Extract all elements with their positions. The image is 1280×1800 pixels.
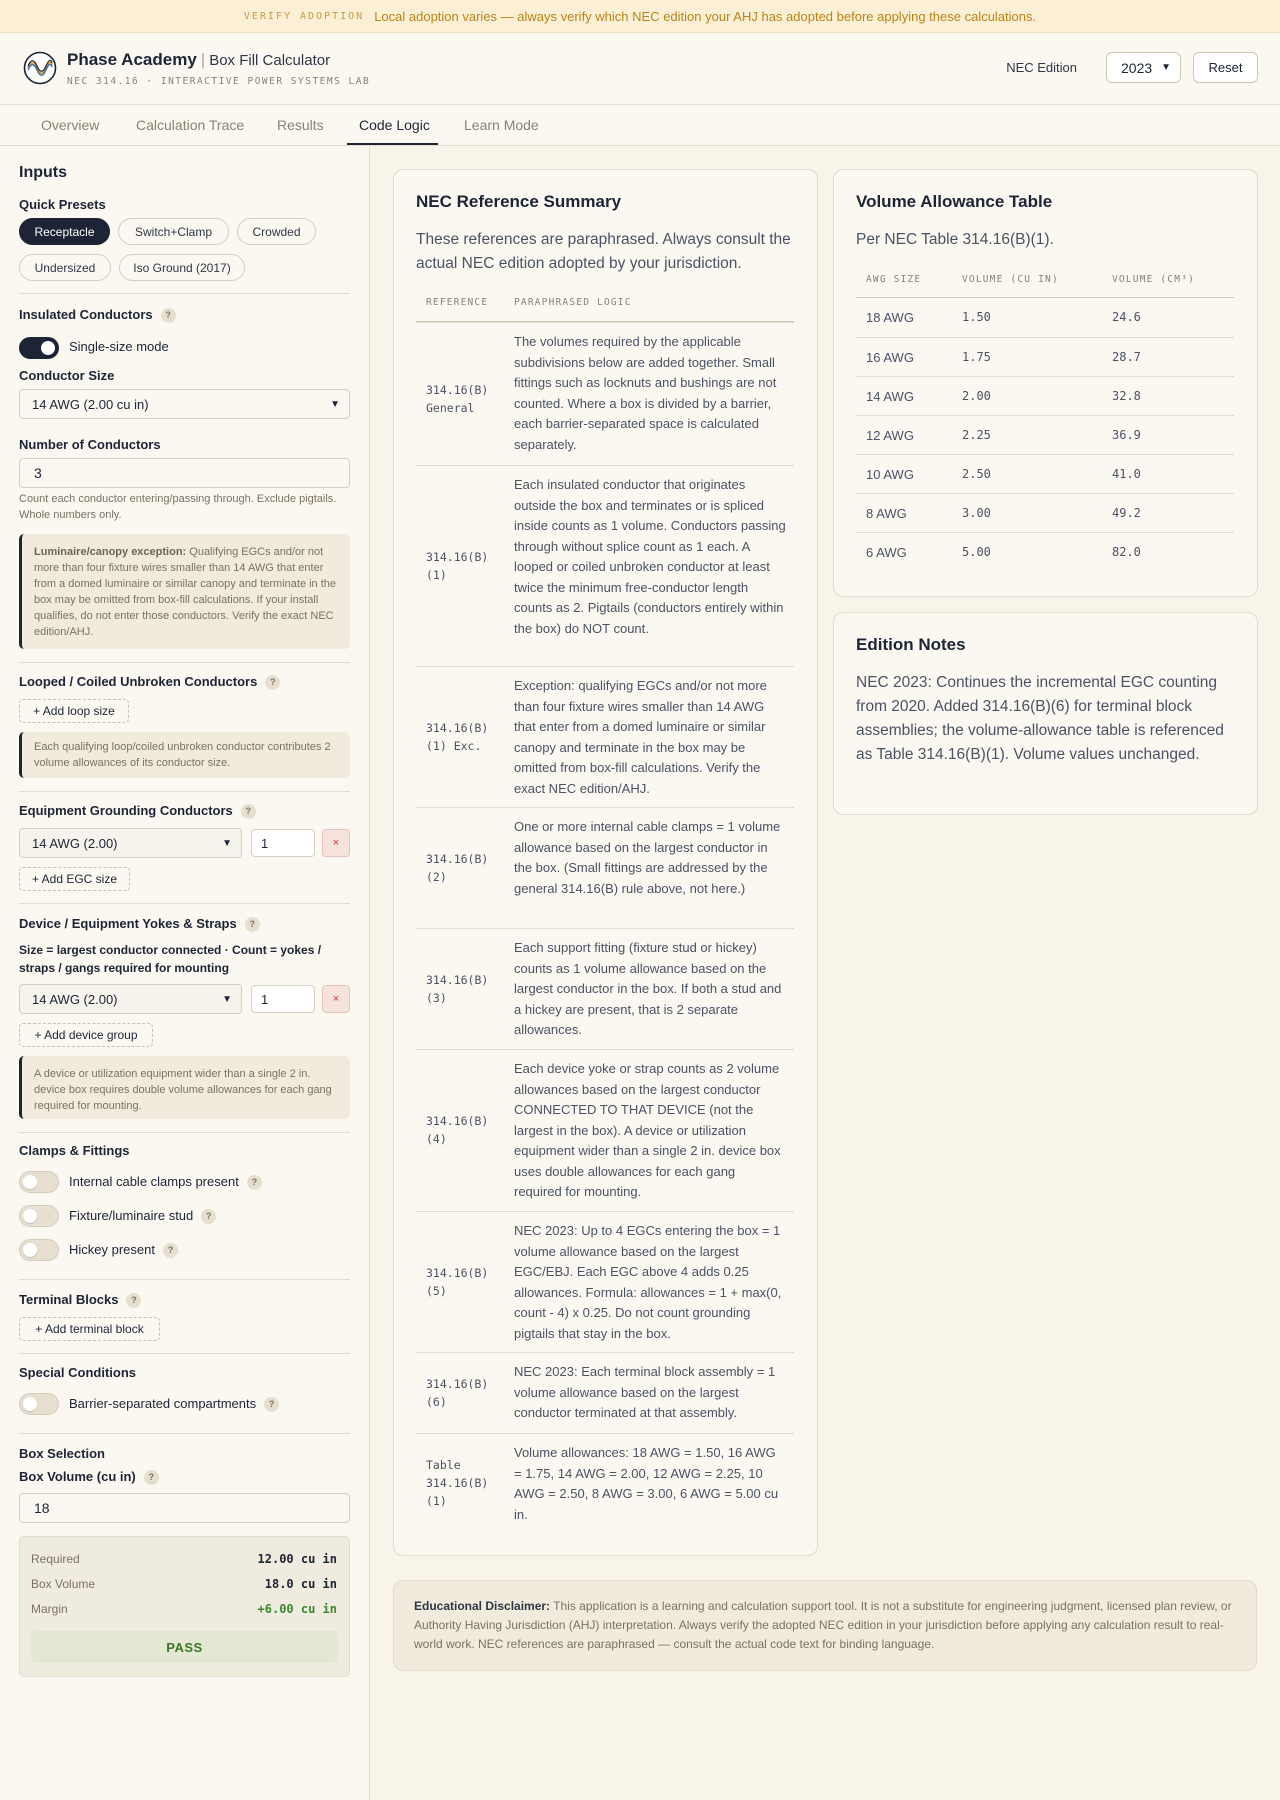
box-volume-label: Box Volume (cu in) ?: [19, 1469, 159, 1485]
edition-notes-card: [833, 612, 1258, 815]
help-icon[interactable]: ?: [245, 917, 260, 932]
box-volume-input[interactable]: 18: [19, 1493, 350, 1523]
table-row: [416, 465, 794, 666]
num-conductors-label: Number of Conductors: [19, 437, 161, 452]
inputs-sidebar: [0, 146, 370, 1800]
help-icon[interactable]: ?: [126, 1293, 141, 1308]
table-row: [416, 1049, 794, 1211]
device-size-value: 14 AWG (2.00): [32, 991, 118, 1007]
ref-code: 314.16(B) (6): [426, 1377, 489, 1409]
verify-adoption-banner: [0, 0, 1280, 33]
app-name: Phase Academy: [67, 50, 197, 69]
section-divider: [19, 1353, 350, 1354]
chevron-down-icon: ▼: [330, 399, 340, 410]
status-badge: PASS: [31, 1631, 338, 1663]
section-divider: [19, 903, 350, 904]
add-loop-size-button[interactable]: + Add loop size: [19, 699, 129, 723]
chevron-down-icon: ▼: [222, 838, 232, 849]
table-row: 10 AWG 2.50 41.0: [856, 454, 1234, 493]
cable-clamps-toggle[interactable]: [19, 1171, 59, 1193]
nec-reference-card: [393, 169, 818, 1556]
section-divider: [19, 293, 350, 294]
add-device-group-button[interactable]: + Add device group: [19, 1023, 153, 1047]
chevron-down-icon: ▼: [1161, 62, 1171, 73]
ref-text: One or more internal cable clamps = 1 volume allowance based on the largest conductor in the box. (Small fittings are addressed by the general 314.16(B) rule above, not here.): [514, 819, 781, 896]
device-count-input[interactable]: 1: [251, 985, 315, 1013]
volume-table-desc: Per NEC Table 314.16(B)(1).: [856, 231, 1054, 248]
preset-undersized[interactable]: Undersized: [19, 254, 111, 281]
luminaire-exception-note: Luminaire/canopy exception: Qualifying EGCs and/or not more than four fixture wires smaller than 14 AWG that enter from a domed luminaire or similar canopy and terminate in the box may be omitted from box-fill calculations. If your install qualifies, do not enter those conductors. Verify the exact NEC edition/AHJ.: [19, 534, 350, 649]
edition-select[interactable]: [1106, 52, 1181, 83]
preset-crowded[interactable]: Crowded: [237, 218, 316, 245]
insulated-conductors-label: Insulated Conductors ?: [19, 307, 176, 323]
conductor-size-select[interactable]: [19, 389, 350, 419]
ref-code: 314.16(B) (1): [426, 550, 489, 582]
section-divider: [19, 1433, 350, 1434]
section-divider: [19, 1132, 350, 1133]
section-divider: [19, 791, 350, 792]
table-row: 18 AWG 1.50 24.6: [866, 310, 1141, 325]
table-row: [416, 1352, 794, 1433]
help-icon[interactable]: ?: [241, 804, 256, 819]
looped-conductors-note: Each qualifying loop/coiled unbroken conductor contributes 2 volume allowances of its conductor size.: [19, 732, 350, 778]
app-title: [67, 50, 330, 70]
edition-label: NEC Edition: [1006, 60, 1077, 75]
help-icon[interactable]: ?: [161, 308, 176, 323]
ref-text: The volumes required by the applicable subdivisions below are added together. Small fittings such as locknuts and bushings are not counted. Where a box is divided by a barrier, each barrier-separated space is calculated separately.: [514, 334, 777, 452]
edition-value: 2023: [1121, 59, 1153, 76]
table-row: 8 AWG 3.00 49.2: [856, 493, 1234, 532]
looped-conductors-label: Looped / Coiled Unbroken Conductors ?: [19, 674, 280, 690]
hickey-label: Hickey present ?: [69, 1242, 178, 1258]
section-divider: [19, 1279, 350, 1280]
reset-button[interactable]: Reset: [1193, 52, 1258, 83]
section-divider: [19, 662, 350, 663]
egc-count-input[interactable]: 1: [251, 829, 315, 857]
banner-tag: VERIFY ADOPTION: [243, 10, 365, 22]
edition-notes-text: NEC 2023: Continues the incremental EGC counting from 2020. Added 314.16(B)(6) for terminal block assemblies; the volume-allowance table is referenced as Table 314.16(B)(1). Volume values unchanged.: [856, 674, 1224, 763]
device-yokes-sublabel: Size = largest conductor connected · Count = yokes / straps / gangs required for mounting: [19, 943, 322, 975]
add-egc-size-button[interactable]: + Add EGC size: [19, 867, 130, 891]
barrier-label: Barrier-separated compartments ?: [69, 1396, 279, 1412]
table-row: [416, 322, 794, 465]
col-logic: PARAPHRASED LOGIC: [514, 297, 632, 308]
preset-iso-ground[interactable]: Iso Ground (2017): [119, 254, 245, 281]
help-icon[interactable]: ?: [265, 675, 280, 690]
num-conductors-hint: Count each conductor entering/passing through. Exclude pigtails. Whole numbers only.: [19, 493, 337, 521]
conductor-size-label: Conductor Size: [19, 368, 115, 383]
volume-table-title: Volume Allowance Table: [856, 192, 1053, 211]
table-row: [416, 1433, 794, 1533]
title-separator: |: [200, 50, 206, 69]
device-width-note: A device or utilization equipment wider than a single 2 in. device box requires double volume allowances for each gang required for mounting.: [19, 1056, 350, 1119]
clamps-fittings-label: Clamps & Fittings: [19, 1143, 130, 1158]
quick-presets-label: Quick Presets: [19, 197, 106, 212]
table-row: 12 AWG 2.25 36.9: [856, 415, 1234, 454]
tab-bar: [0, 105, 1280, 146]
device-yokes-label: Device / Equipment Yokes & Straps ?: [19, 916, 260, 932]
tab-code-logic[interactable]: Code Logic: [359, 117, 430, 133]
fixture-stud-toggle[interactable]: [19, 1205, 59, 1227]
app-header: [0, 33, 1280, 105]
egc-label: Equipment Grounding Conductors ?: [19, 803, 256, 819]
result-summary: [19, 1536, 350, 1677]
table-row: [416, 666, 794, 807]
ref-text: Each insulated conductor that originates outside the box and terminates or is spliced inside counts as 1 volume. Conductors passing through without splice count as 1 each. A looped or coiled unbroken conductor at least twice the minimum free-conductor length counts as 2. Pigtails (conductors entirely within the box) do NOT count.: [514, 477, 786, 636]
ref-text: Each support fitting (fixture stud or hickey) counts as 1 volume allowance based on the largest conductor in the box. If both a stud and a hickey are present, that is 2 separate allowances.: [514, 940, 782, 1037]
ref-code: 314.16(B) General: [426, 383, 489, 415]
conductor-size-value: 14 AWG (2.00 cu in): [32, 396, 149, 412]
table-row: 6 AWG 5.00 82.0: [856, 532, 1234, 571]
remove-device-button[interactable]: ×: [322, 985, 350, 1013]
educational-disclaimer: Educational Disclaimer: This application is a learning and calculation support tool. It is not a substitute for engineering judgment, licensed plan review, or Authority Having Jurisdiction (AHJ) interpretation. Always verify the adopted NEC edition in your jurisdiction before applying any calculation result to real-world work. NEC references are paraphrased — consult the actual code text for binding language.: [393, 1580, 1257, 1671]
ref-code: 314.16(B) (3): [426, 973, 489, 1005]
table-row: [416, 928, 794, 1049]
table-row: 16 AWG 1.75 28.7: [856, 337, 1234, 376]
single-size-toggle[interactable]: [19, 337, 59, 359]
tab-overview[interactable]: Overview: [41, 117, 100, 133]
tab-results[interactable]: Results: [277, 117, 324, 133]
app-meta: NEC 314.16 · INTERACTIVE POWER SYSTEMS LAB: [67, 76, 371, 87]
remove-egc-button[interactable]: ×: [322, 829, 350, 857]
fixture-stud-label: Fixture/luminaire stud ?: [69, 1208, 216, 1224]
col-awg-size: AWG SIZE: [866, 274, 922, 285]
ref-code: 314.16(B) (5): [426, 1266, 489, 1298]
single-size-label: Single-size mode: [69, 339, 169, 354]
col-volume-cm: VOLUME (CM³): [1112, 274, 1196, 285]
result-required: Required 12.00 cu in: [31, 1552, 337, 1566]
col-reference: REFERENCE: [426, 297, 489, 308]
ref-text: Exception: qualifying EGCs and/or not more than four fixture wires smaller than 14 AWG that enter from a domed luminaire or similar canopy and terminate in the box may be omitted from box-fill calculations. Verify the exact NEC edition/AHJ.: [514, 678, 767, 796]
banner-text: Local adoption varies — always verify which NEC edition your AHJ has adopted before applying these calculations.: [374, 8, 1037, 24]
egc-size-select[interactable]: [19, 828, 242, 858]
result-margin: Margin +6.00 cu in: [31, 1602, 337, 1616]
cable-clamps-label: Internal cable clamps present ?: [69, 1174, 262, 1190]
edition-notes-title: Edition Notes: [856, 635, 966, 654]
help-icon[interactable]: ?: [163, 1243, 178, 1258]
help-icon[interactable]: ?: [247, 1175, 262, 1190]
preset-receptacle[interactable]: Receptacle: [19, 218, 110, 245]
box-selection-label: Box Selection: [19, 1446, 105, 1461]
table-row: [416, 807, 794, 928]
help-icon[interactable]: ?: [264, 1397, 279, 1412]
page-name: Box Fill Calculator: [209, 52, 331, 69]
special-conditions-label: Special Conditions: [19, 1365, 137, 1380]
add-terminal-block-button[interactable]: + Add terminal block: [19, 1317, 160, 1341]
preset-switch-clamp[interactable]: Switch+Clamp: [118, 218, 229, 245]
ref-text: NEC 2023: Each terminal block assembly = 1 volume allowance based on the largest conductor terminated at that assembly.: [514, 1364, 776, 1420]
help-icon[interactable]: ?: [201, 1209, 216, 1224]
help-icon[interactable]: ?: [144, 1470, 159, 1485]
chevron-down-icon: ▼: [222, 994, 232, 1005]
hickey-toggle[interactable]: [19, 1239, 59, 1261]
terminal-blocks-label: Terminal Blocks ?: [19, 1292, 141, 1308]
ref-text: Each device yoke or strap counts as 2 volume allowances based on the largest conductor CONNECTED TO THAT DEVICE (not the largest in the box). A device or utilization equipment wider than a single 2 in. device box uses double allowances for each gang required for mounting.: [514, 1061, 781, 1199]
ref-text: NEC 2023: Up to 4 EGCs entering the box = 1 volume allowance based on the largest EGC/EBJ. Each EGC above 4 adds 0.25 allowances. Formula: allowances = 1 + max(0, count - 4) x 0.25. Do not count grounding pigtails that stay in the box.: [514, 1223, 782, 1341]
num-conductors-input[interactable]: 3: [19, 458, 350, 488]
result-box-volume: Box Volume 18.0 cu in: [31, 1577, 337, 1591]
tab-calculation-trace[interactable]: Calculation Trace: [136, 117, 245, 133]
ref-text: Volume allowances: 18 AWG = 1.50, 16 AWG = 1.75, 14 AWG = 2.00, 12 AWG = 2.25, 10 AWG = 2.50, 8 AWG = 3.00, 6 AWG = 5.00 cu in.: [514, 1445, 779, 1522]
tab-learn-mode[interactable]: Learn Mode: [464, 117, 539, 133]
col-volume-cuin: VOLUME (CU IN): [962, 274, 1059, 285]
nec-reference-desc: These references are paraphrased. Always consult the actual NEC edition adopted by your jurisdiction.: [416, 231, 791, 272]
active-tab-indicator: [347, 143, 438, 145]
ref-code: 314.16(B) (2): [426, 852, 489, 884]
ref-code: 314.16(B) (4): [426, 1114, 489, 1146]
ref-code: 314.16(B) (1) Exc.: [426, 721, 489, 753]
barrier-toggle[interactable]: [19, 1393, 59, 1415]
table-row: 14 AWG 2.00 32.8: [856, 376, 1234, 415]
table-row: [416, 1211, 794, 1352]
ref-code: Table 314.16(B) (1): [426, 1458, 489, 1508]
sine-wave-logo-icon: [23, 51, 57, 85]
nec-reference-title: NEC Reference Summary: [416, 192, 622, 211]
inputs-heading: Inputs: [19, 164, 67, 181]
egc-size-value: 14 AWG (2.00): [32, 835, 118, 851]
volume-allowance-card: [833, 169, 1258, 597]
device-size-select[interactable]: [19, 984, 242, 1014]
